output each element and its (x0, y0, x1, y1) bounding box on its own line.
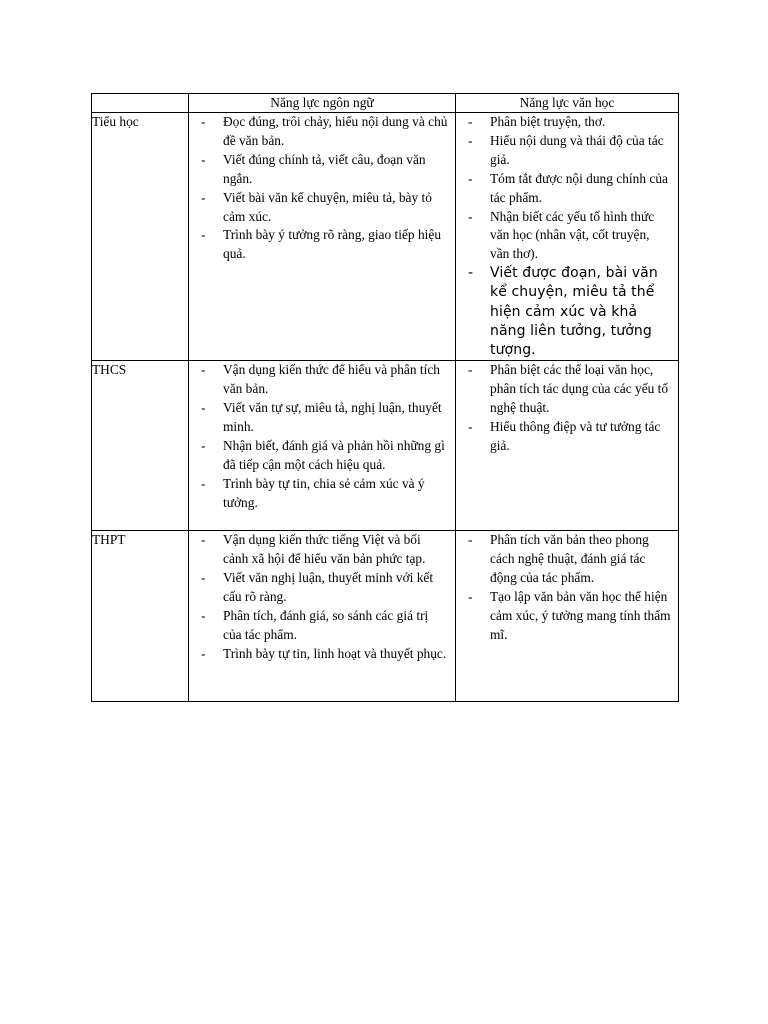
list-item: - Hiểu thông điệp và tư tưởng tác giả. (456, 418, 678, 456)
list-item: - Nhận biết, đánh giá và phản hồi những gì đã tiếp cận một cách hiệu quả. (189, 437, 455, 475)
list-item: - Vận dụng kiến thức tiếng Việt và bối cảnh xã hội để hiểu văn bản phức tạp. (189, 531, 455, 569)
list-item: - Viết văn tự sự, miêu tả, nghị luận, thuyết minh. (189, 399, 455, 437)
list-item: - Trình bày ý tưởng rõ ràng, giao tiếp hiệu quả. (189, 226, 455, 264)
literature-cell (456, 361, 679, 531)
language-list (189, 113, 455, 264)
table-row (92, 531, 679, 702)
list-item: - Tạo lập văn bản văn học thể hiện cảm xúc, ý tưởng mang tính thẩm mĩ. (456, 588, 678, 645)
literature-cell (456, 113, 679, 361)
competency-table (91, 93, 679, 702)
language-cell (189, 113, 456, 361)
list-item: - Nhận biết các yếu tố hình thức văn học (nhân vật, cốt truyện, vần thơ). (456, 208, 678, 265)
literature-list (456, 113, 678, 360)
header-language-competence: Năng lực ngôn ngữ (189, 94, 456, 113)
list-item: - Vận dụng kiến thức để hiểu và phân tích văn bản. (189, 361, 455, 399)
list-item: - Viết bài văn kể chuyện, miêu tả, bày tỏ cảm xúc. (189, 189, 455, 227)
list-item: - Trình bày tự tin, chia sẻ cảm xúc và ý tưởng. (189, 475, 455, 513)
header-blank-cell (92, 94, 189, 113)
level-cell: THPT (92, 531, 189, 702)
level-cell: Tiểu học (92, 113, 189, 361)
list-item: - Hiểu nội dung và thái độ của tác giả. (456, 132, 678, 170)
list-item: - Viết văn nghị luận, thuyết minh với kết cấu rõ ràng. (189, 569, 455, 607)
list-item: - Viết đúng chính tả, viết câu, đoạn văn ngắn. (189, 151, 455, 189)
list-item: - Phân biệt truyện, thơ. (456, 113, 678, 132)
list-item: - Phân tích, đánh giá, so sánh các giá trị của tác phẩm. (189, 607, 455, 645)
language-cell (189, 531, 456, 702)
language-cell (189, 361, 456, 531)
list-item: - Viết được đoạn, bài văn kể chuyện, miêu tả thể hiện cảm xúc và khả năng liên tưởng, tưởng tượng. (456, 264, 678, 360)
list-item: - Phân biệt các thể loại văn học, phân tích tác dụng của các yếu tố nghệ thuật. (456, 361, 678, 418)
language-list (189, 361, 455, 512)
list-item: - Phân tích văn bản theo phong cách nghệ thuật, đánh giá tác động của tác phẩm. (456, 531, 678, 588)
level-cell: THCS (92, 361, 189, 531)
list-item: - Trình bày tự tin, linh hoạt và thuyết phục. (189, 645, 455, 664)
literature-list (456, 361, 678, 456)
list-item: - Tóm tắt được nội dung chính của tác phẩm. (456, 170, 678, 208)
table-row (92, 113, 679, 361)
language-list (189, 531, 455, 663)
header-literary-competence: Năng lực văn học (456, 94, 679, 113)
literature-list (456, 531, 678, 644)
list-item: - Đọc đúng, trôi chảy, hiểu nội dung và chủ đề văn bản. (189, 113, 455, 151)
table-row (92, 361, 679, 531)
literature-cell (456, 531, 679, 702)
table-header-row (92, 94, 679, 113)
